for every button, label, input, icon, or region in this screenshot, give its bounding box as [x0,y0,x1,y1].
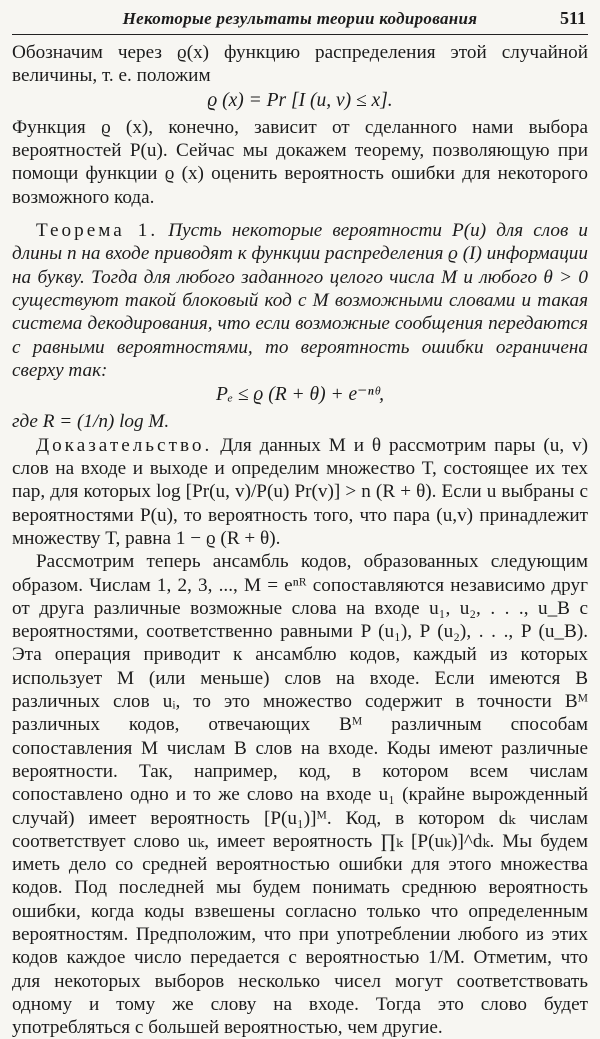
proof [12,434,588,550]
theorem-statement: Пусть некоторые вероятности P(u) для слов и длины n на входе приводят к функции распределения ϱ (I) информации на букву. Тогда для любого заданного целого числа M и любого θ > 0 существуют такой блоковый код с M возможными словами и такая система декодирования, что если возможные сообщения передаются с равными вероятностями, то вероятность ошибки ограничена сверху так: [12,220,588,381]
paragraph-distribution: Обозначим через ϱ(x) функцию распределения этой случайной величины, т. е. положим [12,42,588,87]
where-clause: где R = (1/n) log M. [12,411,170,433]
theorem-label: Теорема 1. [36,220,159,242]
formula-error-bound: Pₑ ≤ ϱ (R + θ) + e⁻ⁿᶿ, [215,384,385,406]
paragraph-function: Функция ϱ (x), конечно, зависит от сделанного нами выбора вероятностей P(u). Сейчас мы докажем теорему, позволяющую при помощи функции ϱ (x) оценить вероятность ошибки для некоторого возможного кода. [12,116,588,208]
formula-distribution: ϱ (x) = Pr [I (u, v) ≤ x]. [207,89,393,111]
theorem [12,219,588,382]
proof-label: Доказательство. [36,434,213,456]
proof-text: Для данных M и θ рассмотрим пары (u, v) слов на входе и выходе и определим множество T, состоящее их тех пар, для которых log [Pr(u, v)/P(u) Pr(v)] > n (R + θ). Если u выбраны с вероятностями P(u), то вероятность того, что пара (u,v) принадлежит множеству T, равна 1 − ϱ (R + θ). [12,434,589,549]
paragraph-ensemble: Рассмотрим теперь ансамбль кодов, образованных следующим образом. Числам 1, 2, 3, ..., M = eⁿᴿ сопоставляются независимо друг от друга различные возможные слова на входе u₁, u₂, . . ., u_B с вероятностями, соответственно равными P (u₁), P (u₂), . . ., P (u_B). Эта операция приводит к ансамблю кодов, каждый из которых использует M (или меньше) слов на входе. Если имеются B различных слов uᵢ, то это множество содержит в точности Bᴹ различных кодов, отвечающих Bᴹ различным способам сопоставления M числам B слов на входе. Коды имеют различные вероятности. Так, например, код, в котором всем числам сопоставлено одно и то же слово на входе u₁ (крайне вырожденный случай) имеет вероятность [P(u₁)]ᴹ. Код, в котором dₖ числам соответствует слово uₖ, имеет вероятность ∏ₖ [P(uₖ)]^dₖ. Мы будем иметь дело со средней вероятностью ошибки для этого множества кодов. Под последней мы будем понимать среднюю вероятность ошибки, когда коды взвешены согласно только что определенным вероятностям. Предположим, что при употреблении любого из этих кодов каждое число передается с вероятностью 1/M. Отметим, что для некоторых выборов несколько чисел могут соответствовать одному и тому же слову на входе. Тогда это слово будет употребляться с большей вероятностью, чем другие. [12,551,588,1039]
page-number: 511 [559,8,586,28]
page-header [12,0,588,35]
running-head: Некоторые результаты теории кодирования [122,9,478,28]
page-body [12,41,588,1039]
